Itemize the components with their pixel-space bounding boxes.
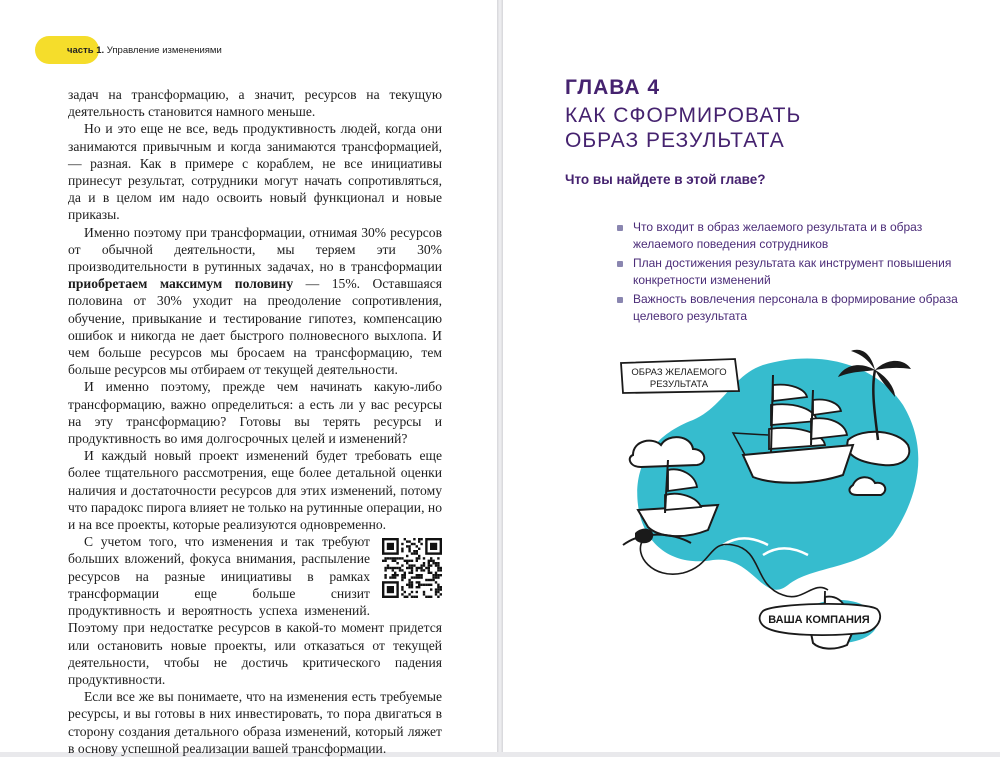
qr-code-icon[interactable]: [382, 538, 442, 598]
list-item: Что входит в образ желаемого результата и в образ желаемого поведения сотрудников: [633, 219, 973, 253]
paragraph: задач на трансформацию, а значит, ресурсов на текущую деятельность становится намного меньше.: [68, 87, 442, 120]
left-page: [0, 0, 497, 756]
paragraph: Но и это еще не все, ведь продуктивность людей, когда они занимаются привычным и когда занимаются трансформацией, — разная. Как в примере с кораблем, не все инициативы принесут результат, сотрудники могут начать сопротивляться, да и в целом им надо освоить новый функционал и новые приказы.: [68, 121, 442, 223]
paragraph: И каждый новый проект изменений будет требовать еще более тщательного рассмотрения, еще более детальной оценки наличия и достаточности ресурсов для этих изменений, потому что парадокс пирога влияет не только на рутинные операции, но и на все проекты, которые реализуются одновременно.: [68, 448, 442, 533]
body-text: [68, 86, 442, 757]
bullet-icon: [617, 261, 623, 267]
running-header: [35, 36, 222, 64]
chapter-label: ГЛАВА 4: [565, 76, 661, 99]
paragraph: Если все же вы понимаете, что на изменения есть требуемые ресурсы, и вы готовы в них инвестировать, то пора двигаться в сторону создания детального образа изменений, который ляжет в основу успешной реализации вашей трансформации.: [68, 689, 442, 756]
bold-phrase: приобретаем максимум половину: [68, 276, 294, 292]
paragraph: И именно поэтому, прежде чем начинать какую-либо трансформацию, важно определиться: а есть ли у вас ресурсы на эту трансформацию? Готовы вы терять ресурсы и продуктивность во имя долгосрочных целей и изменений?: [68, 379, 442, 447]
bullet-icon: [617, 225, 623, 231]
paragraph: С учетом того, что изменения и так требуют больших вложений, фокуса внимания, распыление ресурсов на разные инициативы в рамках трансформации еще больше снизит продуктивность и вероятность успеха изменений. Поэтому при недостатке ресурсов в какой-то момент придется или остановить новые проекты, или отказаться от текущей деятельности, чтобы не достичь критического падения продуктивности.: [68, 534, 442, 687]
illustration-label-top-2: РЕЗУЛЬТАТА: [649, 379, 709, 390]
header-section: Управление изменениями: [106, 44, 222, 56]
chapter-contents-list: [633, 219, 973, 327]
right-page: [503, 0, 1000, 752]
chapter-title: КАК СФОРМИРОВАТЬ ОБРАЗ РЕЗУЛЬТАТА: [565, 104, 802, 152]
illustration-label-top: ОБРАЗ ЖЕЛАЕМОГО: [631, 367, 727, 378]
paragraph: Именно поэтому при трансформации, отнимая 30% ресурсов от обычной деятельности, мы теряем эти 30% производительности в рутинных задачах, но в трансформации приобретаем максимум половину — 15%. Оставшаяся половина от 30% уходит на преодоление сопротивления, обучение, привыкание и тестирование гипотез, компенсацию ошибок и никогда не дает быстрого полновесного выхлопа. И чем больше ресурсов мы бросаем на трансформацию, тем больше ресурсов мы отбираем от текущей деятельности.: [68, 224, 442, 378]
list-item: Важность вовлечения персонала в формирование образа целевого результата: [633, 291, 973, 325]
chapter-question: Что вы найдете в этой главе?: [565, 172, 766, 187]
illustration-label-bottom: ВАША КОМПАНИЯ: [768, 614, 870, 626]
header-part: часть 1.: [67, 44, 105, 56]
ship-illustration: [613, 345, 953, 685]
list-item: План достижения результата как инструмент повышения конкретности изменений: [633, 255, 973, 289]
bullet-icon: [617, 297, 623, 303]
